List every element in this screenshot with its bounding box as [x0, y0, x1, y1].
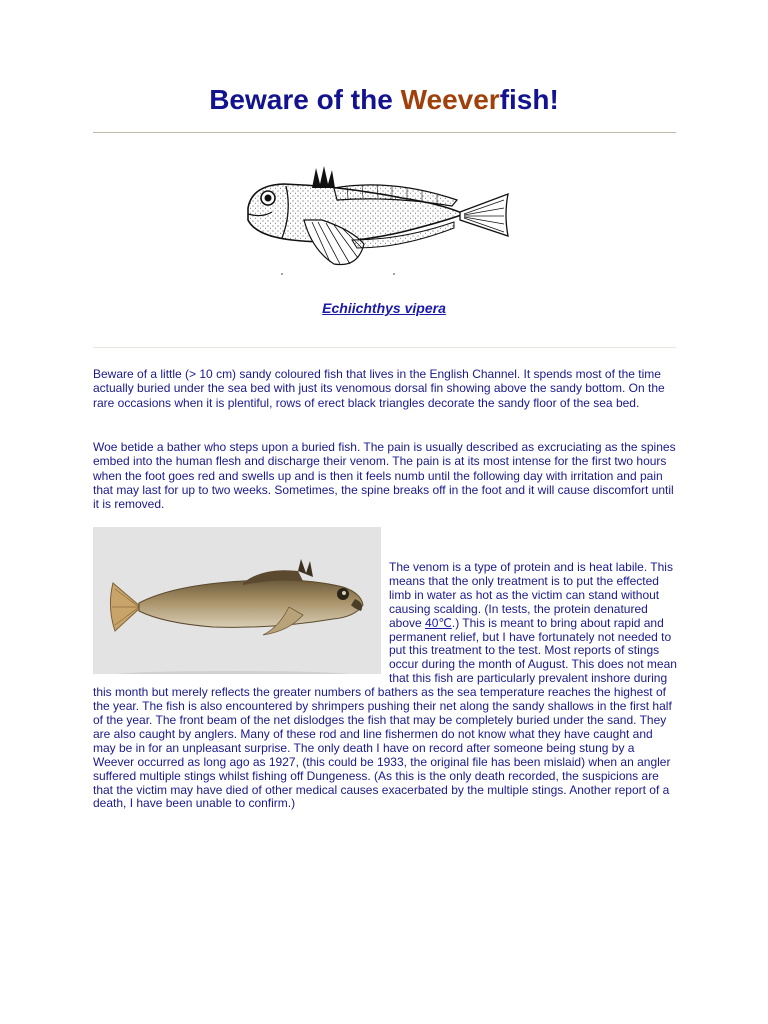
weeverfish-drawing [242, 160, 512, 280]
top-divider [93, 132, 676, 133]
title-accent: Weever [400, 84, 500, 115]
species-caption-link[interactable]: Echiichthys vipera [322, 300, 446, 316]
title-prefix: Beware of the [209, 84, 401, 115]
photo-wrap-spacer [93, 561, 389, 678]
venom-text-1: The venom is a type of protein and is heat labile. This means that the only treatment is to put the effected limb in water as hot as the victim can stand without causing scalding. (In tests, the protein denatured above [389, 560, 673, 630]
sting-paragraph: Woe betide a bather who steps upon a buried fish. The pain is usually described as excruciating as the spines embed into the human flesh and discharge their venom. The pain is at its most intense for the first two hours when the foot goes red and swells up and is then it feels numb until the following day with irritation and pain that may last for up to two weeks. Sometimes, the spine breaks off in the foot and it will cause discomfort until it is removed. [93, 440, 676, 512]
temperature-link[interactable]: 40℃ [425, 615, 452, 630]
page-title [0, 84, 768, 116]
title-suffix: fish! [499, 84, 559, 115]
section-divider [93, 347, 676, 348]
intro-paragraph: Beware of a little (> 10 cm) sandy coloured fish that lives in the English Channel. It spends most of the time actually buried under the sea bed with just its venomous dorsal fin showing above the sandy bottom. On the rare occasions when it is plentiful, rows of erect black triangles decorate the sandy floor of the sea bed. [93, 367, 665, 410]
venom-text-2: .) This is meant to bring about rapid and permanent relief, but I have fortunately not needed to put this treatment to the test. Most reports of stings occur during the month of August. This does not mean that this fish are particularly prevalent inshore during this month but merely reflects the greater numbers of bathers as the sea temperature reaches the highest of the year. The fish is also encountered by shrimpers pushing their net along the sandy shallows in the first half of the year. The front beam of the net dislodges the fish that may be completely buried under the sand. They are also caught by anglers. Many of these rod and line fishermen do not know what they have caught and may be in for an unpleasant surprise. The only death I have on record after someone being stung by a Weever occurred as long ago as 1927, (this could be 1933, the original file has been mislaid) when an angler suffered multiple stings whilst fishing off Dungeness. (As this is the only death recorded, the suspicions are that the victim may have died of other medical causes exacerbated by the multiple stings. Another report of a death, I have been unable to confirm.) [93, 615, 677, 811]
venom-paragraph [93, 561, 678, 811]
